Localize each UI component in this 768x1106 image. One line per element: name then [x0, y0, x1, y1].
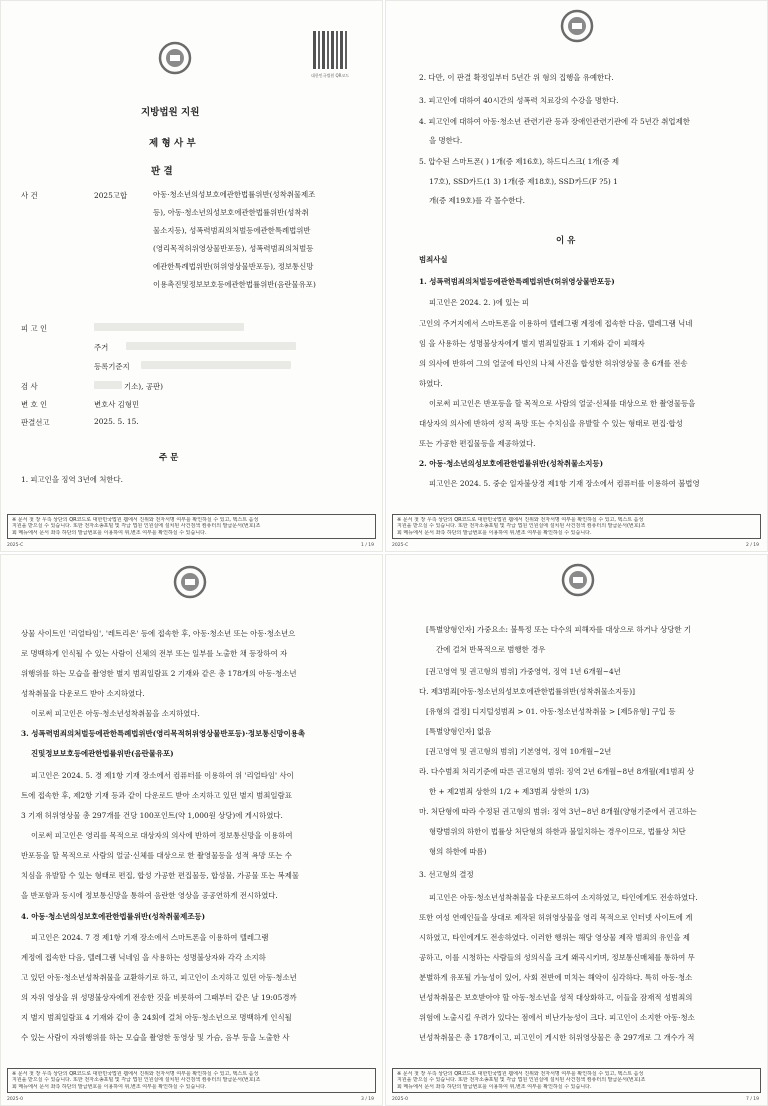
case-line: 이용촉진및정보보호등에관한법률위반(음란물유포)	[153, 280, 316, 289]
body-line: 위험에 노출시킬 우려가 있다는 점에서 비난가능성이 크다. 피고인이 소지한 아동·청소	[419, 1013, 695, 1022]
order-item: 17호), SSD카드(1 3) 1개(증 제18호), SSD카드(F ?5) 1	[429, 177, 618, 186]
page-number: 7 / 19	[746, 1097, 759, 1102]
body-line: 위행위를 하는 모습을 촬영한 별지 범죄일람표 2 기재와 같은 총 178개의 아동·청소년	[21, 669, 297, 678]
counsel-value: 변호사 김형민	[94, 400, 140, 409]
court-emblem-icon	[173, 565, 207, 599]
section-title: 3. 선고형의 결정	[419, 870, 474, 879]
case-line: 아동·청소년의성보호에관한법률위반(성착취물제조	[153, 190, 316, 199]
body-line: 고 있던 아동·청소년성착취물을 교환하기로 하고, 피고인이 소지하고 있던 아동·청소년	[21, 973, 297, 982]
body-line: 성착취물을 다운로드 받아 소지하였다.	[21, 689, 145, 698]
body-line: [권고영역 및 권고형의 범위] 가중영역, 징역 1년 6개월~4년	[426, 667, 621, 676]
body-line: 다. 제3범죄[아동·청소년의성보호에관한법률위반(성착취물소지등)]	[419, 687, 636, 696]
case-number: 2025고합	[94, 191, 128, 200]
page-number: 1 / 19	[361, 543, 374, 548]
redaction	[94, 323, 244, 331]
page-number: 2 / 19	[746, 543, 759, 548]
order-heading: 주 문	[159, 453, 179, 463]
body-line: 이로써 피고인은 반포등을 할 목적으로 사람의 얼굴·신체를 대상으로 한 촬영물등을	[429, 399, 696, 408]
page-number: 3 / 19	[361, 1097, 374, 1102]
court-emblem-icon	[158, 41, 192, 75]
issue-code: 2025-C	[7, 543, 24, 548]
body-line: 또한 여성 연예인들을 상대로 제작된 허위영상물을 영리 목적으로 인터넷 사이트에 게	[419, 913, 693, 922]
body-line: 지 별지 범죄일람표 4 기재와 같이 총 24회에 걸쳐 아동·청소년으로 명백하게 인식될	[21, 1013, 292, 1022]
document-page-3	[0, 554, 383, 1106]
body-line: 을 반포함과 동시에 정보통신망을 통하여 음란한 영상을 공공연하게 전시하였다.	[21, 891, 278, 900]
body-line: 시하였고, 타인에게도 전송하였다. 이러한 행위는 해당 영상물 제작 범죄의 유인을 제	[419, 933, 690, 942]
reason-heading: 이 유	[556, 236, 576, 246]
order-item: 을 명한다.	[429, 136, 463, 145]
body-line: 의 의사에 반하여 그의 얼굴에 타인의 나체 사진을 합성한 허위영상물 총 6개를 전송	[419, 359, 688, 368]
document-type: 판 결	[151, 166, 173, 177]
address-label: 주거	[94, 343, 109, 352]
body-line: 상물 사이트인 '리얼타임', '레트리온' 등에 접속한 후, 아동·청소년 또는 아동·청소년으	[21, 629, 296, 638]
body-line: 또는 가공한 편집물등을 제공하였다.	[419, 439, 536, 448]
redaction	[141, 361, 291, 369]
body-line: [유형의 결정] 디지털성범죄 > 01. 아동·청소년성착취물 > [제5유형] 구입 등	[426, 707, 676, 716]
prosecutor-value: 기소), 공판)	[124, 382, 164, 391]
section-title: 4. 아동·청소년의성보호에관한법률위반(성착취물제조등)	[21, 912, 206, 921]
verification-notice: ※ 문서 첫 장 우측 상단의 QR코드로 대한민국법원 웹에서 진위와 전자서명 여부를 확인하실 수 있고, 텍스트 음성 지원을 받으실 수 있습니다. 또한 전자소송포털 및 각급 법원 인원실에 설치된 사건검색 컴퓨터의 발급문서(번호)조 회 메뉴에서 문서 좌측 하단의 발급번호를 이용하여 위,변조 여부를 확인하실 수 있습니다.	[392, 1068, 761, 1093]
body-line: 의 자위 영상을 위 성명불상자에게 전송한 것을 비롯하여 그때부터 같은 날 19:05경까	[21, 993, 297, 1002]
registry-label: 등록기준지	[94, 362, 130, 371]
order-item: 개(증 제19호)를 각 몰수한다.	[429, 196, 525, 205]
body-line: 하였다.	[419, 379, 443, 388]
court-emblem-icon	[560, 9, 594, 43]
body-line: 피고인은 2024. 5. 중순 일자불상경 제1항 기재 장소에서 컴퓨터를 이용하여 불법영	[429, 479, 700, 488]
sentence-date-label: 판결선고	[21, 418, 50, 427]
section-title: 1. 성폭력범죄의처벌등에관한특례법위반(허위영상물반포등)	[419, 277, 615, 286]
body-line: 피고인은 2024. 7 경 제1항 기재 장소에서 스마트폰을 이용하여 텔레그램	[31, 933, 269, 942]
order-item: 2. 다만, 이 판결 확정일부터 5년간 위 형의 집행을 유예한다.	[419, 73, 614, 82]
section-title: 진및정보보호등에관한법률위반(음란물유포)	[31, 749, 174, 758]
document-page-2	[385, 0, 768, 552]
redaction	[126, 342, 296, 350]
case-label: 사 건	[21, 191, 38, 200]
body-line: [특별양형인자] 가중요소: 불특정 또는 다수의 피해자를 대상으로 하거나 상당한 기	[426, 625, 692, 634]
body-line: 반포등을 할 목적으로 사람의 얼굴·신체를 대상으로 한 촬영물등을 성적 욕망 또는 수	[21, 851, 292, 860]
body-line: 피고인은 2024. 5. 경 제1항 기재 장소에서 컴퓨터를 이용하여 위 '리얼타임' 사이	[31, 771, 294, 780]
qr-caption: 대한민국법원 QR코드	[311, 73, 350, 78]
issue-code: 2025-0	[7, 1097, 23, 1102]
order-item: 4. 피고인에 대하여 아동·청소년 관련기관 등과 장애인관련기관에 각 5년간 취업제한	[419, 117, 690, 126]
body-line: 임 을 사용하는 성명불상자에게 별지 범죄일람표 1 기재와 같이 피해자	[419, 339, 645, 348]
order-item: 3. 피고인에 대하여 40시간의 성폭력 치료강의 수강을 명한다.	[419, 96, 619, 105]
defendant-label: 피 고 인	[21, 324, 48, 333]
body-line: 형량범위의 하한이 법률상 처단형의 하한과 불일치하는 경우이므로, 법률상 처단	[429, 827, 686, 836]
court-name: 지방법원 지원	[141, 107, 200, 118]
facts-heading: 범죄사실	[419, 255, 448, 264]
body-line: 3 기재 허위영상물 총 297개를 건당 100포인트(약 1,000원 상당)에 게시하였다.	[21, 811, 283, 820]
section-title: 3. 성폭력범죄의처벌등에관한특례법위반(영리목적허위영상물반포등)·정보통신망이용촉	[21, 729, 306, 738]
body-line: 계정에 접속한 다음, 텔레그램 닉네임 을 사용하는 성명불상자와 각각 소지하	[21, 953, 266, 962]
issue-code: 2025-C	[392, 543, 409, 548]
body-line: 라. 다수범죄 처리기준에 따른 권고형의 범위: 징역 2년 6개월~8년 8개월(제1범죄 상	[419, 767, 695, 776]
case-line: 등), 아동·청소년의성보호에관한법률위반(성착취	[153, 208, 309, 217]
order-item: 5. 압수된 스마트폰( ) 1개(증 제16호), 하드디스크( 1개(증 제	[419, 157, 619, 166]
court-emblem-icon	[561, 563, 595, 597]
division-name: 제 형 사 부	[149, 138, 196, 149]
body-line: 치심을 유발할 수 있는 형태로 편집, 합성 가공한 편집물등, 합성물, 가공물 또는 복제물	[21, 871, 299, 880]
qr-code-icon[interactable]	[313, 31, 349, 69]
body-line: 이로써 피고인은 아동·청소년성착취물을 소지하였다.	[31, 709, 200, 718]
body-line: 간에 걸쳐 반복적으로 범행한 경우	[436, 645, 546, 654]
case-line: 에관한특례법위반(허위영상물반포등), 정보통신망	[153, 262, 314, 271]
body-line: 피고인은 아동·청소년성착취물을 다운로드하여 소지하였고, 타인에게도 전송하였다.	[429, 893, 698, 902]
body-line: 대상자의 의사에 반하여 성적 욕망 또는 수치심을 유발할 수 있는 형태로 편집·합성	[419, 419, 683, 428]
verification-notice: ※ 문서 첫 장 우측 상단의 QR코드로 대한민국법원 웹에서 진위와 전자서명 여부를 확인하실 수 있고, 텍스트 음성 지원을 받으실 수 있습니다. 또한 전자소송포털 및 각급 법원 인원실에 설치된 사건검색 컴퓨터의 발급문서(번호)조 회 메뉴에서 문서 좌측 하단의 발급번호를 이용하여 위,변조 여부를 확인하실 수 있습니다.	[7, 514, 376, 539]
issue-code: 2025-0	[392, 1097, 408, 1102]
verification-notice: ※ 문서 첫 장 우측 상단의 QR코드로 대한민국법원 웹에서 진위와 전자서명 여부를 확인하실 수 있고, 텍스트 음성 지원을 받으실 수 있습니다. 또한 전자소송포털 및 각급 법원 인원실에 설치된 사건검색 컴퓨터의 발급문서(번호)조 회 메뉴에서 문서 좌측 하단의 발급번호를 이용하여 위,변조 여부를 확인하실 수 있습니다.	[7, 1068, 376, 1093]
body-line: 년성착취물은 보호받아야 할 아동·청소년을 성적 대상화하고, 이들을 잠재적 성범죄의	[419, 993, 693, 1002]
section-title: 2. 아동·청소년의성보호에관한법률위반(성착취물소지등)	[419, 459, 604, 468]
body-line: [권고영역 및 권고형의 범위] 기본영역, 징역 10개월~2년	[426, 747, 612, 756]
redaction	[94, 381, 122, 389]
body-line: [특별양형인자] 없음	[426, 727, 492, 736]
body-line: 형의 하한에 따름)	[429, 847, 487, 856]
verification-notice: ※ 문서 첫 장 우측 상단의 QR코드로 대한민국법원 웹에서 진위와 전자서명 여부를 확인하실 수 있고, 텍스트 음성 지원을 받으실 수 있습니다. 또한 전자소송포털 및 각급 법원 인원실에 설치된 사건검색 컴퓨터의 발급문서(번호)조 회 메뉴에서 문서 좌측 하단의 발급번호를 이용하여 위,변조 여부를 확인하실 수 있습니다.	[392, 514, 761, 539]
body-line: 로 명백하게 인식될 수 있는 사람이 신체의 전부 또는 일부를 노출한 채 등장하여 자	[21, 649, 288, 658]
counsel-label: 변 호 인	[21, 400, 48, 409]
body-line: 마. 처단형에 따라 수정된 권고형의 범위: 징역 3년~8년 8개월(양형기준에서 권고하는	[419, 807, 697, 816]
order-item: 1. 피고인을 징역 3년에 처한다.	[21, 475, 124, 484]
prosecutor-label: 검 사	[21, 382, 38, 391]
body-line: 분별하게 유포될 가능성이 있어, 사회 전반에 미치는 해악이 심각하다. 특히 아동·청소	[419, 973, 693, 982]
body-line: 년성착취물은 총 178개이고, 피고인이 게시한 허위영상물은 총 297개로 그 개수가 적	[419, 1033, 695, 1042]
body-line: 피고인은 2024. 2. )에 있는 피	[429, 298, 529, 307]
document-page-1	[0, 0, 383, 552]
body-line: 공하고, 이를 시청하는 사람들의 성의식을 크게 왜곡시키며, 정보통신매체를 통하여 무	[419, 953, 695, 962]
body-line: 수 있는 사람이 자위행위를 하는 모습을 촬영한 동영상 및 가슴, 음부 등을 노출한 사	[21, 1033, 290, 1042]
sentence-date: 2025. 5. 15.	[94, 417, 139, 426]
document-page-7	[385, 554, 768, 1106]
body-line: 이로써 피고인은 영리를 목적으로 대상자의 의사에 반하여 정보통신망을 이용하여	[31, 831, 293, 840]
case-line: 물소지등), 성폭력범죄의처벌등에관한특례법위반	[153, 226, 311, 235]
body-line: 트에 접속한 후, 제2항 기재 등과 같이 다운로드 받아 소지하고 있던 별지 범죄일람표	[21, 791, 292, 800]
body-line: 고인의 주거지에서 스마트폰을 이용하여 텔레그램 계정에 접속한 다음, 텔레그램 닉네	[419, 319, 693, 328]
body-line: 한 + 제2범죄 상한의 1/2 + 제3범죄 상한의 1/3)	[429, 787, 590, 796]
case-line: (영리목적허위영상물반포등), 성폭력범죄의처벌등	[153, 244, 314, 253]
